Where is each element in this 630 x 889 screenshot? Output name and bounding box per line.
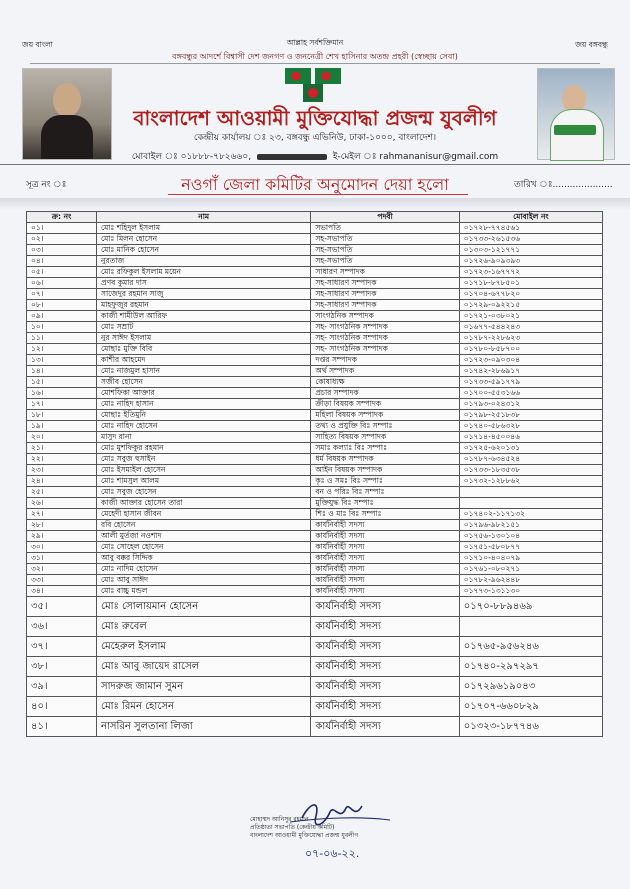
mobile-number: মোবাইল ঃ ০১৮৮৮-৭৮২৬৬০, <box>131 152 252 162</box>
mobile-cell: ০১৬৭৭-৫৪৪২৪৩ <box>459 322 602 333</box>
serial-cell: ৩১। <box>27 553 97 564</box>
name-cell: মোছাঃ ইতিমুনি <box>97 410 311 421</box>
designation-cell: সহ-সাধারণ সম্পাদক <box>311 289 459 300</box>
name-cell: মোঃ মিলন হোসেন <box>97 234 311 245</box>
mobile-cell: ০১৭৩৩-২৬১৫৩৬ <box>459 234 602 245</box>
designation-cell: সভাপতি <box>311 223 459 234</box>
serial-cell: ২১। <box>27 443 97 454</box>
table-row <box>27 421 603 432</box>
serial-cell: ২৩। <box>27 465 97 476</box>
table-row <box>27 677 603 697</box>
designation-cell: সহ-সাধারণ সম্পাদক <box>311 278 459 289</box>
header-designation: পদবী <box>311 212 459 223</box>
name-cell: মোঃ সোহেল হোসেন <box>97 542 311 553</box>
designation-cell: সাধারণ সম্পাদক <box>311 267 459 278</box>
mobile-cell <box>459 498 602 509</box>
designation-cell: আইন বিষয়ক সম্পাদক <box>311 465 459 476</box>
name-cell: মাসুদ রানা <box>97 432 311 443</box>
committee-table <box>26 211 603 737</box>
signatory-name: মোহাম্মদ আনিসুর রহমান <box>250 816 309 823</box>
designation-cell: কার্যনির্বাহী সদস্য <box>311 520 459 531</box>
table-row <box>27 586 603 597</box>
mobile-cell: ০১৭৮৭-৬৩৪৫২৪ <box>459 454 602 465</box>
table-row <box>27 333 603 344</box>
table-row <box>27 657 603 677</box>
name-cell: কাজী শামীউল আরিফ <box>97 311 311 322</box>
table-row <box>27 388 603 399</box>
designation-cell: ধর্ম বিষয়ক সম্পাদক <box>311 454 459 465</box>
name-cell: মোছাঃ মুক্তি বিবি <box>97 344 311 355</box>
serial-cell: ০২। <box>27 234 97 245</box>
mobile-cell: ০১৭০৭-৬৬০৮২৯ <box>459 697 602 717</box>
mobile-cell: ০১৭৫৬-১৩০১০৪ <box>459 531 602 542</box>
table-row <box>27 498 603 509</box>
name-cell: মোঃ সবুজ হোসেন <box>97 487 311 498</box>
designation-cell: কার্যনির্বাহী সদস্য <box>311 697 459 717</box>
table-row <box>27 542 603 553</box>
name-cell: মোঃ রফিকুল ইসলাম ময়েন <box>97 267 311 278</box>
organization-logo <box>285 68 341 102</box>
founder-portrait <box>22 68 112 160</box>
name-cell: নাসরিন সুলতানা লিজা <box>97 717 311 737</box>
designation-cell: সহ-সভাপতি <box>311 256 459 267</box>
table-row <box>27 465 603 476</box>
mobile-cell: ০১৭২৮-৭৭৪৫৬১ <box>459 223 602 234</box>
name-cell: মোঃ বাচ্চু মন্ডল <box>97 586 311 597</box>
name-cell: মোঃ সবুজ হুসাইন <box>97 454 311 465</box>
serial-cell: ৩৯। <box>27 677 97 697</box>
fold-shadow <box>0 198 630 210</box>
serial-cell: ৩৩। <box>27 575 97 586</box>
name-cell: মোঃ নাহিদ হাসান <box>97 399 311 410</box>
mobile-cell: ০১৭৪০২-১১৭১৩২ <box>459 509 602 520</box>
name-cell: মোঃ শামসুল আলম <box>97 476 311 487</box>
table-row <box>27 234 603 245</box>
leader-portrait <box>537 68 615 160</box>
office-address: কেন্দ্রীয় কার্যালয় ঃ ২৩, বঙ্গবন্ধু এভিনিউ, ঢাকা-১০০০, বাংলাদেশ। <box>193 133 437 143</box>
reference-label: সূত্র নং ঃ <box>26 180 67 190</box>
name-cell: প্রণব কুমার দাস <box>97 278 311 289</box>
designation-cell: মুক্তিযুদ্ধ বিঃ সম্পাঃ <box>311 498 459 509</box>
designation-cell: কার্যনির্বাহী সদস্য <box>311 597 459 617</box>
designation-cell: তথ্য ও প্রযুক্তি বিঃ সম্পাঃ <box>311 421 459 432</box>
table-row <box>27 432 603 443</box>
header-serial: ক্র: নং <box>27 212 97 223</box>
designation-cell: কৃঃ ও সমঃ বিঃ সম্পাঃ <box>311 476 459 487</box>
header-mobile: মোবাইল নং <box>459 212 602 223</box>
table-row <box>27 366 603 377</box>
serial-cell: ১১। <box>27 333 97 344</box>
bismillah-line: আল্লাহ সর্বশক্তিমান <box>286 38 344 47</box>
name-cell: কাজী আক্তার হোসেন তারা <box>97 498 311 509</box>
designation-cell: সহ-সাধারণ সম্পাদক <box>311 300 459 311</box>
designation-cell: অর্থ সম্পাদক <box>311 366 459 377</box>
designation-cell: কার্যনির্বাহী সদস্য <box>311 677 459 697</box>
name-cell: মেহেদী হাসান জীবন <box>97 509 311 520</box>
table-row <box>27 487 603 498</box>
name-cell: মোঃ নাদিম হোসেন <box>97 564 311 575</box>
table-row <box>27 278 603 289</box>
designation-cell: সহ-সভাপতি <box>311 245 459 256</box>
table-row <box>27 697 603 717</box>
mobile-cell: ০১৭২৯৬১৯০৪৩ <box>459 677 602 697</box>
designation-cell: সহ- সাংগঠনিক সম্পাদক <box>311 344 459 355</box>
table-row <box>27 344 603 355</box>
motto-line: বঙ্গবন্ধুর আদর্শে বিশ্বাসী দেশ জনগণ ও জননেত্রী শেখ হাসিনার অতন্দ্র প্রহরী (স্বেচ্ছায় সেবা) <box>172 52 458 61</box>
serial-cell: ৩৮। <box>27 657 97 677</box>
designation-cell: কার্যনির্বাহী সদস্য <box>311 637 459 657</box>
date-label: তারিখ ঃ..................... <box>514 180 613 190</box>
mobile-cell: ০১৭২৫-৬২০১৩১ <box>459 443 602 454</box>
name-cell: মোঃ সোলায়মান হোসেন <box>97 597 311 617</box>
designation-cell: কার্যনির্বাহী সদস্য <box>311 531 459 542</box>
name-cell: মেহেরুল ইসলাম <box>97 637 311 657</box>
table-row <box>27 410 603 421</box>
header-name: নাম <box>97 212 311 223</box>
mobile-cell: ০১৩২৩-১৮৭৭৪৬ <box>459 717 602 737</box>
serial-cell: ১৮। <box>27 410 97 421</box>
designation-cell: কার্যনির্বাহী সদস্য <box>311 586 459 597</box>
mobile-cell: ০১৭৬১-০৮০২৭১ <box>459 564 602 575</box>
designation-cell: সহ- সাংগঠনিক সম্পাদক <box>311 333 459 344</box>
organization-name: বাংলাদেশ আওয়ামী মুক্তিযোদ্ধা প্রজন্ম যুবলীগ <box>133 106 497 130</box>
mobile-cell: ০১৭০০-৫৫৩১৬৬ <box>459 388 602 399</box>
name-cell: মোঃ রুবেল <box>97 617 311 637</box>
subject-title: নওগাঁ জেলা কমিটির অনুমোদন দেয়া হলো <box>181 175 449 194</box>
table-row <box>27 717 603 737</box>
mobile-cell: ০১৭৮২-৯৬২৪৪৮ <box>459 575 602 586</box>
designation-cell: প্রচার সম্পাদক <box>311 388 459 399</box>
mobile-cell: ০১৭৯৮-২৫১৮৩৮ <box>459 410 602 421</box>
name-cell: মোঃ নাজমুল হাসান <box>97 366 311 377</box>
serial-cell: ৩৬। <box>27 617 97 637</box>
table-row <box>27 637 603 657</box>
table-row <box>27 531 603 542</box>
name-cell: মোঃ ইসমাইল হোসেন <box>97 465 311 476</box>
mobile-cell: ০১৭৯৬-৯৮২১৫১ <box>459 520 602 531</box>
mobile-cell: ০১৭২৬-৯০৯৩৯৩ <box>459 256 602 267</box>
table-row <box>27 377 603 388</box>
serial-cell: ০৫। <box>27 267 97 278</box>
mobile-cell: ০১৭১০-৪০৪০৭৯ <box>459 553 602 564</box>
name-cell: সাজেদুর রহমান সাজু <box>97 289 311 300</box>
redacted-mark <box>257 154 327 160</box>
serial-cell: ১০। <box>27 322 97 333</box>
mobile-cell: ০১৭৪২-২৮৬৯১৭ <box>459 366 602 377</box>
serial-cell: ৩৪। <box>27 586 97 597</box>
name-cell: রবি হোসেন <box>97 520 311 531</box>
designation-cell: কার্যনির্বাহী সদস্য <box>311 575 459 586</box>
motto-divider <box>30 63 600 64</box>
table-row <box>27 617 603 637</box>
mobile-cell: ০১৭৩২-১২৮৮৬২ <box>459 476 602 487</box>
serial-cell: ১২। <box>27 344 97 355</box>
name-cell: কাশীর আহমেদ <box>97 355 311 366</box>
table-header-row <box>27 212 603 223</box>
serial-cell: ০৮। <box>27 300 97 311</box>
table-row <box>27 399 603 410</box>
table-row <box>27 520 603 531</box>
mobile-cell: ০১৭১৮-৮৭৮৫০১ <box>459 278 602 289</box>
serial-cell: ২৬। <box>27 498 97 509</box>
mobile-cell: ০১৭৯৩-০২৪৩১২ <box>459 399 602 410</box>
mobile-cell: ০১৭২৩-০৯০৩০৪ <box>459 355 602 366</box>
name-cell: সজীব হোসেন <box>97 377 311 388</box>
mobile-cell: ০১৩০৩-১২১৭৭১ <box>459 245 602 256</box>
table-row <box>27 245 603 256</box>
mobile-cell: ০১৭৫১-৫৮০৮৭৭ <box>459 542 602 553</box>
designation-cell: কোষাধ্যক্ষ <box>311 377 459 388</box>
mobile-cell: ০১৭৮৭-২২৮৬২৩ <box>459 333 602 344</box>
table-row <box>27 476 603 487</box>
header-divider <box>0 164 630 165</box>
table-row <box>27 256 603 267</box>
subject-underline <box>168 194 468 195</box>
serial-cell: ২৯। <box>27 531 97 542</box>
designation-cell: শিঃ ও মাঃ বিঃ সম্পাঃ <box>311 509 459 520</box>
name-cell: মোঃ মুশফিকুর রহমান <box>97 443 311 454</box>
table-row <box>27 289 603 300</box>
table-row <box>27 597 603 617</box>
designation-cell: সাংগঠনিক সম্পাদক <box>311 311 459 322</box>
serial-cell: ০৭। <box>27 289 97 300</box>
table-row <box>27 300 603 311</box>
serial-cell: ৩৫। <box>27 597 97 617</box>
table-row <box>27 355 603 366</box>
name-cell: মোঃ আবু জায়েদ রাসেল <box>97 657 311 677</box>
name-cell: মোঃ রিমন হোসেন <box>97 697 311 717</box>
name-cell: আবু বক্কর সিদ্দিক <box>97 553 311 564</box>
name-cell: মোঃ শহিদুল ইসলাম <box>97 223 311 234</box>
name-cell: নুর সাঈদ ইসলাম <box>97 333 311 344</box>
serial-cell: ১৫। <box>27 377 97 388</box>
serial-cell: ০৩। <box>27 245 97 256</box>
table-row <box>27 443 603 454</box>
mobile-cell: ০১৭৮০-৮৫৮৭০০ <box>459 344 602 355</box>
serial-cell: ৪০। <box>27 697 97 717</box>
serial-cell: ১৯। <box>27 421 97 432</box>
serial-cell: ০১। <box>27 223 97 234</box>
name-cell: আলী মুর্তজা নওশাদ <box>97 531 311 542</box>
serial-cell: ২৫। <box>27 487 97 498</box>
signatory-block <box>250 816 420 840</box>
name-cell: মোঃ সম্রাট <box>97 322 311 333</box>
designation-cell: কার্যনির্বাহী সদস্য <box>311 542 459 553</box>
mobile-cell <box>459 487 602 498</box>
designation-cell: ক্রীড়া বিষয়ক সম্পাদক <box>311 399 459 410</box>
table-row <box>27 223 603 234</box>
name-cell: নুরতাজ <box>97 256 311 267</box>
mobile-cell: ০১৭৪০-২৯৭২৯৭ <box>459 657 602 677</box>
mobile-cell: ০১৭৬৫-৯৫৬২৪৬ <box>459 637 602 657</box>
mobile-cell: ০১৭৭৩-১৩১১৩০ <box>459 586 602 597</box>
table-row <box>27 454 603 465</box>
designation-cell: মহিলা বিষয়ক সম্পাদক <box>311 410 459 421</box>
signatory-organization: বাংলাদেশ আওয়ামী মুক্তিযোদ্ধা প্রজন্ম যুবলীগ <box>250 832 359 839</box>
designation-cell: বন ও পরিঃ বিঃ সম্পাঃ <box>311 487 459 498</box>
mobile-cell: ০১৭৩৩-৫৯১৭৭৯ <box>459 377 602 388</box>
designation-cell: সহ- সাংগঠনিক সম্পাদক <box>311 322 459 333</box>
name-cell: মোশফিকা আক্তার <box>97 388 311 399</box>
mobile-cell <box>459 617 602 637</box>
mobile-cell: ০১৭২১-০৩৮০২১ <box>459 311 602 322</box>
table-row <box>27 509 603 520</box>
name-cell: মোঃ নাহিদ হোসেন <box>97 421 311 432</box>
serial-cell: ২৭। <box>27 509 97 520</box>
designation-cell: সহ-সভাপতি <box>311 234 459 245</box>
serial-cell: ২৮। <box>27 520 97 531</box>
designation-cell: দপ্তর সম্পাদক <box>311 355 459 366</box>
serial-cell: ৩০। <box>27 542 97 553</box>
serial-cell: ১৪। <box>27 366 97 377</box>
serial-cell: ০৪। <box>27 256 97 267</box>
mobile-cell: ০১৭৪০-৫৮৬৩২৮ <box>459 421 602 432</box>
mobile-cell: ০১৭২৯-০৯২২১৫ <box>459 300 602 311</box>
email-address: ই-মেইল ঃ rahmananisur@gmail.com <box>332 152 499 162</box>
mobile-cell: ০১৭০৪-৬৭৭৮২০ <box>459 289 602 300</box>
right-slogan: জয় বঙ্গবন্ধু <box>575 40 608 49</box>
signatory-title: প্রতিষ্ঠাতা সভাপতি (কেন্দ্রীয় কমিটি) <box>250 824 335 831</box>
designation-cell: কার্যনির্বাহী সদস্য <box>311 564 459 575</box>
name-cell: মাহফুজুর রহমান <box>97 300 311 311</box>
designation-cell: কার্যনির্বাহী সদস্য <box>311 717 459 737</box>
table-row <box>27 553 603 564</box>
serial-cell: ২০। <box>27 432 97 443</box>
table-row <box>27 575 603 586</box>
serial-cell: ৩৭। <box>27 637 97 657</box>
table-row <box>27 564 603 575</box>
serial-cell: ১৭। <box>27 399 97 410</box>
designation-cell: কার্যনির্বাহী সদস্য <box>311 553 459 564</box>
designation-cell: সমাঃ কল্যাঃ বিঃ সম্পাঃ <box>311 443 459 454</box>
contact-line <box>120 149 510 164</box>
serial-cell: ১৬। <box>27 388 97 399</box>
table-row <box>27 267 603 278</box>
designation-cell: সাহিত্য বিষয়ক সম্পাদক <box>311 432 459 443</box>
serial-cell: ১৩। <box>27 355 97 366</box>
designation-cell: কার্যনির্বাহী সদস্য <box>311 657 459 677</box>
serial-cell: ০৯। <box>27 311 97 322</box>
table-row <box>27 322 603 333</box>
mobile-cell: ০১৭২৩-১৬৭৭৭২ <box>459 267 602 278</box>
table-row <box>27 311 603 322</box>
serial-cell: ০৬। <box>27 278 97 289</box>
serial-cell: ২৪। <box>27 476 97 487</box>
name-cell: মোঃ আবু সাঈদ <box>97 575 311 586</box>
serial-cell: ৩২। <box>27 564 97 575</box>
name-cell: মোঃ মানিক হোসেন <box>97 245 311 256</box>
mobile-cell: ০১৭৩৩-১৮৩৫৩৮ <box>459 465 602 476</box>
mobile-cell: ০১৭১৪-৪৫০০৪৬ <box>459 432 602 443</box>
mobile-cell: ০১৭০-৮৮৯৪৬৯ <box>459 597 602 617</box>
name-cell: সাদরুজ জামান সুমন <box>97 677 311 697</box>
signature-date: ০৭-০৬-২২. <box>305 847 360 860</box>
serial-cell: ৪১। <box>27 717 97 737</box>
serial-cell: ২২। <box>27 454 97 465</box>
designation-cell: কার্যনির্বাহী সদস্য <box>311 617 459 637</box>
left-slogan: জয় বাংলা <box>22 40 53 49</box>
